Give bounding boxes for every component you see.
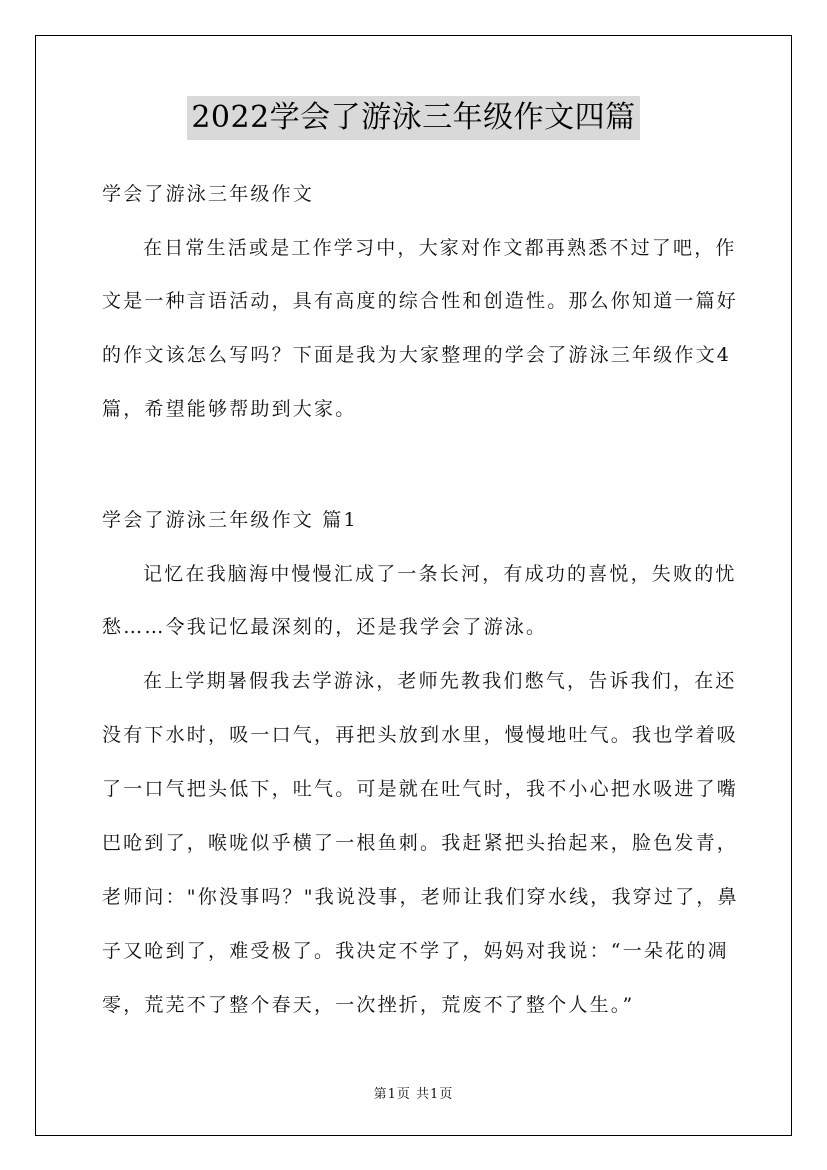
paragraph-line: 记忆在我脑海中慢慢汇成了一条长河，有成功的喜悦，失败的忧 (143, 563, 737, 585)
intro-line: 的作文该怎么写吗？下面是我为大家整理的学会了游泳三年级作文4 (102, 344, 732, 366)
paragraph-line: 子又呛到了，难受极了。我决定不学了，妈妈对我说：“一朵花的凋 (102, 940, 729, 962)
intro-heading: 学会了游泳三年级作文 (102, 183, 315, 205)
intro-line: 篇，希望能够帮助到大家。 (102, 398, 357, 420)
paragraph-line: 了一口气把头低下，吐气。可是就在吐气时，我不小心把水吸进了嘴 (102, 778, 739, 800)
paragraph-line: 在上学期暑假我去学游泳，老师先教我们憋气，告诉我们，在还 (143, 670, 737, 692)
paragraph-line: 老师问："你没事吗？"我说没事，老师让我们穿水线，我穿过了，鼻 (102, 886, 739, 908)
intro-line: 在日常生活或是工作学习中，大家对作文都再熟悉不过了吧，作 (143, 237, 737, 259)
document-title: 2022学会了游泳三年级作文四篇 (187, 96, 639, 140)
paragraph-line: 没有下水时，吸一口气，再把头放到水里，慢慢地吐气。我也学着吸 (102, 724, 739, 746)
paragraph-line: 零，荒芜不了整个春天，一次挫折，荒废不了整个人生。” (102, 994, 635, 1016)
section-heading: 学会了游泳三年级作文 篇1 (102, 509, 358, 531)
paragraph-line: 巴呛到了，喉咙似乎横了一根鱼刺。我赶紧把头抬起来，脸色发青， (102, 832, 739, 854)
page-footer: 第1页 共1页 (373, 1087, 454, 1102)
intro-line: 文是一种言语活动，具有高度的综合性和创造性。那么你知道一篇好 (102, 290, 739, 312)
document-title-wrap (0, 96, 827, 140)
paragraph-line: 愁……令我记忆最深刻的，还是我学会了游泳。 (102, 616, 548, 638)
